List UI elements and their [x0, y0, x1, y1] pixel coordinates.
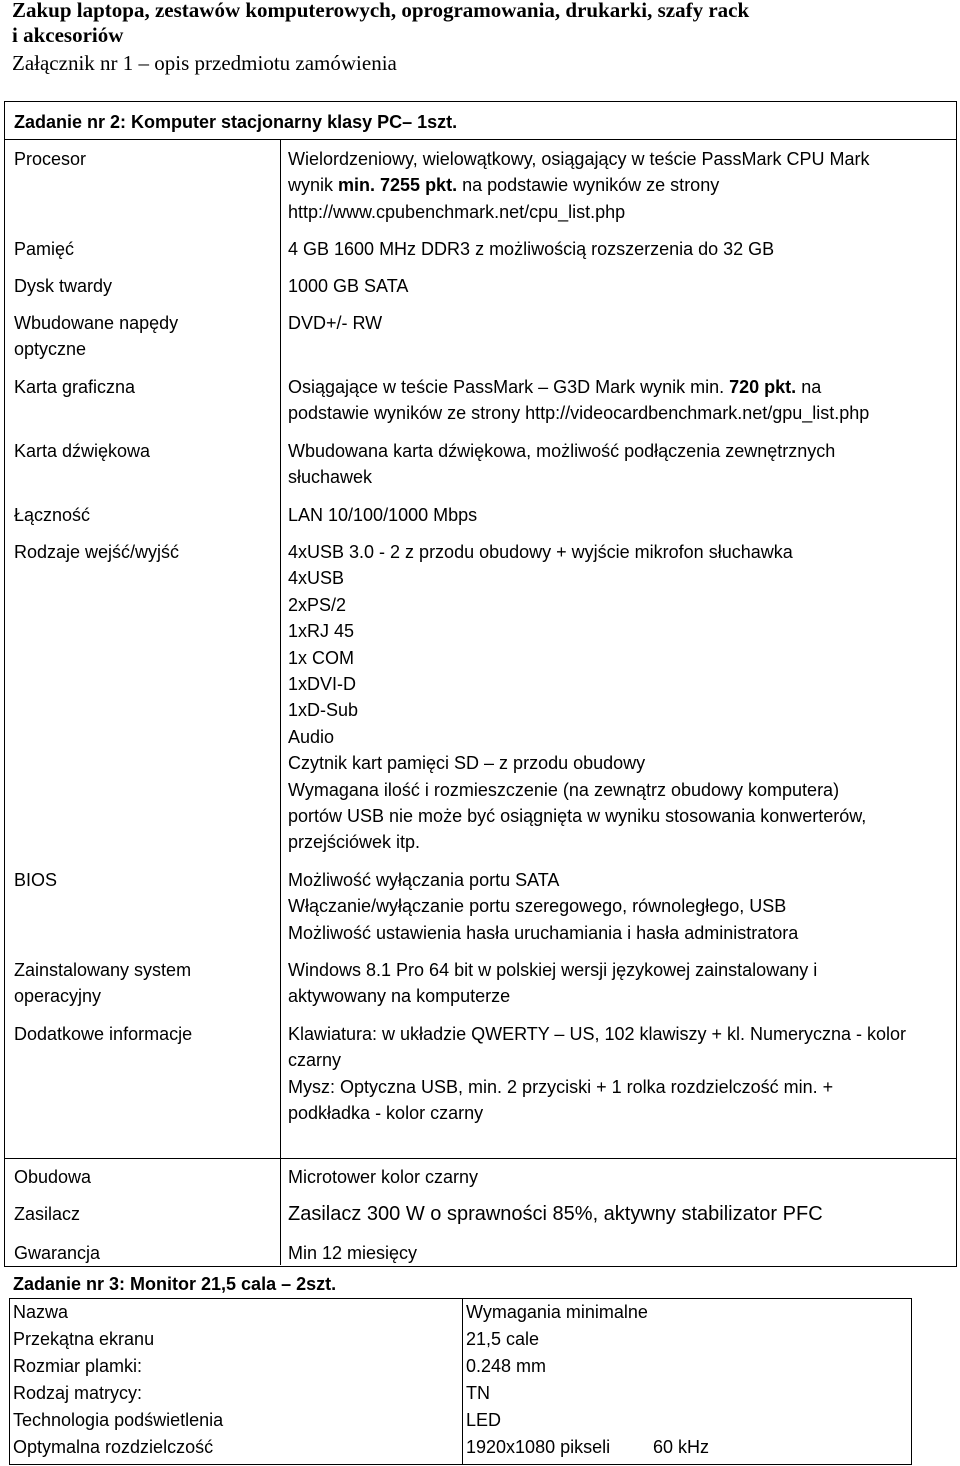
table-row — [10, 1407, 911, 1434]
table-row — [10, 1326, 911, 1353]
label-zasilacz: Zasilacz — [14, 1204, 81, 1224]
table-row — [10, 1434, 911, 1461]
label-karta-graficzna: Karta graficzna — [14, 377, 136, 397]
label-procesor: Procesor — [14, 149, 87, 169]
cell-value: Wymagania minimalne — [466, 1302, 648, 1322]
value-dodatkowe-informacje: Klawiatura: w układzie QWERTY – US, 102 klawiszy + kl. Numeryczna - kolor czarny Mysz: Optyczna USB, min. 2 przyciski + 1 rolka rozdzielczość min. + podkładka - kolor czarny — [288, 1024, 907, 1124]
value-napedy: DVD+/- RW — [288, 313, 383, 333]
cell-name: Technologia podświetlenia — [13, 1410, 224, 1430]
row-divider — [5, 1158, 956, 1159]
document-title-line-2: i akcesoriów — [12, 23, 124, 47]
cell-name: Przekątna ekranu — [13, 1329, 155, 1349]
table-row — [10, 1353, 911, 1380]
value-bios: Możliwość wyłączania portu SATA Włączanie/wyłączanie portu szeregowego, równoległego, USB Możliwość ustawienia hasła uruchamiania i hasła administratora — [288, 870, 799, 943]
value-system: Windows 8.1 Pro 64 bit w polskiej wersji językowej zainstalowany i aktywowany na komputerze — [288, 960, 818, 1007]
value-zasilacz: Zasilacz 300 W o sprawności 85%, aktywny stabilizator PFC — [288, 1203, 823, 1225]
column-divider — [280, 140, 281, 1265]
label-wejscia-wyjscia: Rodzaje wejść/wyjść — [14, 542, 180, 562]
cell-name: Rodzaj matrycy: — [13, 1383, 143, 1403]
table-row — [10, 1380, 911, 1407]
label-obudowa: Obudowa — [14, 1167, 92, 1187]
cell-extra: 60 kHz — [653, 1437, 710, 1457]
value-lacznosc: LAN 10/100/1000 Mbps — [288, 505, 478, 525]
cell-name: Optymalna rozdzielczość — [13, 1437, 214, 1457]
value-karta-graficzna: Osiągające w teście PassMark – G3D Mark wynik min. 720 pkt. na podstawie wyników ze strony http://videocardbenchmark.net/gpu_list.php — [288, 377, 870, 424]
label-system: Zainstalowany system operacyjny — [14, 960, 192, 1007]
cell-name: Rozmiar plamki: — [13, 1356, 143, 1376]
value-dysk: 1000 GB SATA — [288, 276, 409, 296]
task2-spec-table — [4, 101, 957, 1267]
table-row — [10, 1299, 911, 1326]
label-dodatkowe-informacje: Dodatkowe informacje — [14, 1024, 193, 1044]
task2-title: Zadanie nr 2: Komputer stacjonarny klasy PC– 1szt. — [14, 112, 458, 132]
cell-value: 0.248 mm — [466, 1356, 547, 1376]
cell-value: 21,5 cale — [466, 1329, 540, 1349]
document-subtitle: Załącznik nr 1 – opis przedmiotu zamówienia — [12, 51, 397, 75]
task3-monitor-table — [9, 1298, 912, 1465]
cell-value: TN — [466, 1383, 490, 1403]
row-divider — [5, 139, 956, 140]
value-pamiec: 4 GB 1600 MHz DDR3 z możliwością rozszerzenia do 32 GB — [288, 239, 775, 259]
label-gwarancja: Gwarancja — [14, 1243, 101, 1263]
value-obudowa: Microtower kolor czarny — [288, 1167, 479, 1187]
label-napedy: Wbudowane napędy optyczne — [14, 313, 179, 360]
value-procesor: Wielordzeniowy, wielowątkowy, osiągający w teście PassMark CPU Mark wynik min. 7255 pkt. na podstawie wyników ze strony http://www.cpubenchmark.net/cpu_list.php — [288, 149, 870, 222]
cell-value: LED — [466, 1410, 502, 1430]
label-karta-dzwiekowa: Karta dźwiękowa — [14, 441, 151, 461]
task3-title: Zadanie nr 3: Monitor 21,5 cala – 2szt. — [13, 1274, 337, 1294]
label-pamiec: Pamięć — [14, 239, 75, 259]
value-karta-dzwiekowa: Wbudowana karta dźwiękowa, możliwość podłączenia zewnętrznych słuchawek — [288, 441, 836, 488]
label-lacznosc: Łączność — [14, 505, 91, 525]
document-title-line-1: Zakup laptopa, zestawów komputerowych, oprogramowania, drukarki, szafy rack — [12, 0, 750, 22]
value-gwarancja: Min 12 miesięcy — [288, 1243, 418, 1263]
cell-name: Nazwa — [13, 1302, 69, 1322]
cell-value: 1920x1080 pikseli — [466, 1437, 611, 1457]
value-wejscia-wyjscia: 4xUSB 3.0 - 2 z przodu obudowy + wyjście mikrofon słuchawka 4xUSB 2xPS/2 1xRJ 45 1x COM 1xDVI-D 1xD-Sub Audio Czytnik kart pamięci SD – z przodu obudowy Wymagana ilość i rozmieszczenie (na zewnątrz obudowy komputera) portów USB nie może być osiągnięta w wyniku stosowania konwerterów, przejściówek itp. — [288, 542, 867, 853]
label-dysk: Dysk twardy — [14, 276, 113, 296]
label-bios: BIOS — [14, 870, 58, 890]
